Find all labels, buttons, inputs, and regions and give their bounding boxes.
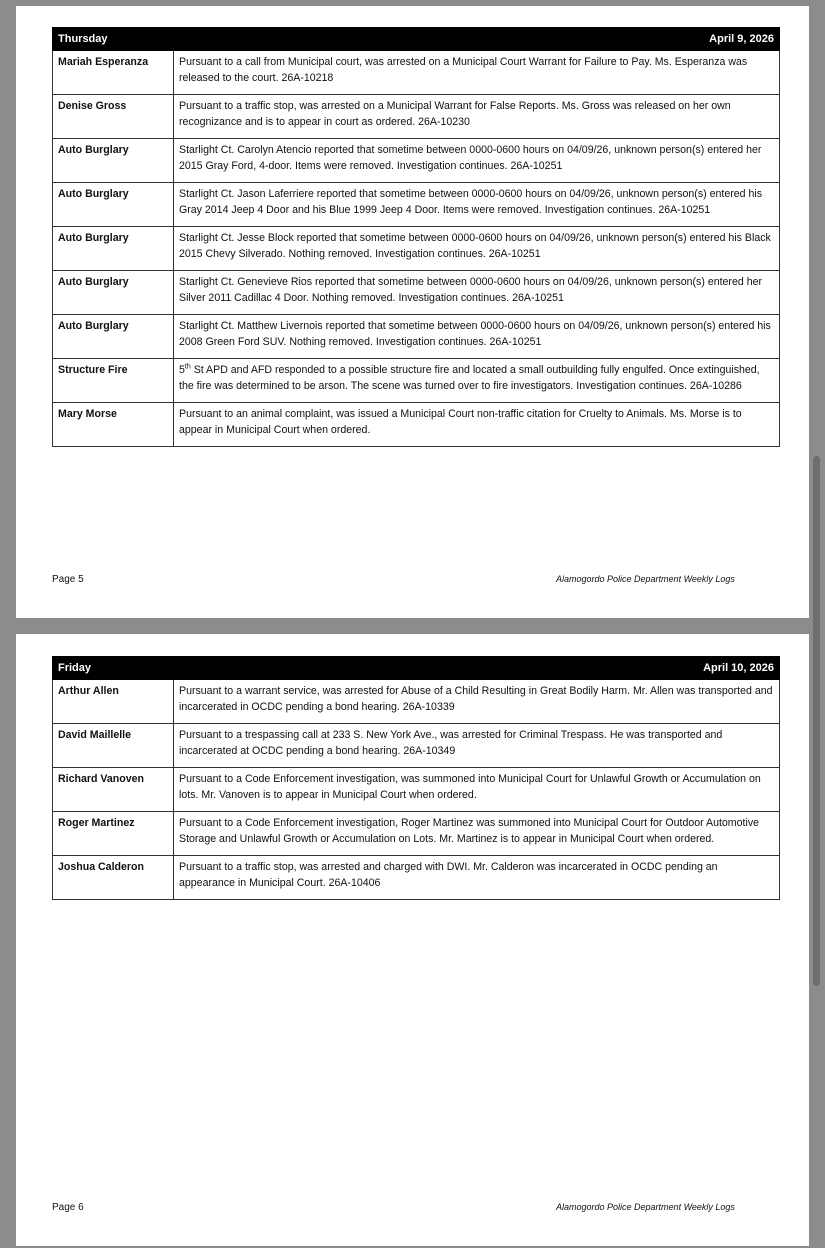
footer-title: Alamogordo Police Department Weekly Logs (556, 1202, 735, 1212)
table-header-row (53, 28, 780, 51)
entry-name: Roger Martinez (53, 812, 174, 856)
entry-text: Pursuant to a traffic stop, was arrested and charged with DWI. Mr. Calderon was incarcerated in OCDC pending an appearance in Municipal Court. 26A-10406 (174, 856, 780, 900)
entry-name: Mariah Esperanza (53, 51, 174, 95)
table-row (53, 680, 780, 724)
entry-name: Auto Burglary (53, 271, 174, 315)
entry-text-superscript: th (184, 363, 191, 371)
date-header: April 9, 2026 (174, 28, 780, 51)
table-row (53, 183, 780, 227)
table-row (53, 403, 780, 447)
entry-name: Denise Gross (53, 95, 174, 139)
footer-title: Alamogordo Police Department Weekly Logs (556, 574, 735, 584)
page-number: Page 6 (52, 1202, 84, 1213)
entry-name: Auto Burglary (53, 227, 174, 271)
table-row (53, 724, 780, 768)
entry-name: Mary Morse (53, 403, 174, 447)
thursday-log-table (52, 27, 780, 447)
table-row (53, 139, 780, 183)
table-row (53, 227, 780, 271)
entry-text-prefix: 5 (179, 364, 185, 376)
entry-name: Arthur Allen (53, 680, 174, 724)
entry-text: Pursuant to a warrant service, was arrested for Abuse of a Child Resulting in Great Bodily Harm. Mr. Allen was transported and incarcerated in OCDC pending a bond hearing. 26A-10339 (174, 680, 780, 724)
day-header: Friday (53, 657, 174, 680)
entry-text: Starlight Ct. Matthew Livernois reported that sometime between 0000-0600 hours on 04/09/26, unknown person(s) entered his 2008 Green Ford SUV. Nothing removed. Investigation continues. 26A-10251 (174, 315, 780, 359)
entry-name: Richard Vanoven (53, 768, 174, 812)
entry-text: Pursuant to an animal complaint, was issued a Municipal Court non-traffic citation for Cruelty to Animals. Ms. Morse is to appear in Municipal Court when ordered. (174, 403, 780, 447)
table-row (53, 271, 780, 315)
page-number: Page 5 (52, 574, 84, 585)
entry-text-body: St APD and AFD responded to a possible structure fire and located a small outbuilding fully engulfed. Once extinguished, the fire was determined to be arson. The scene was turned over to fire investigators. Investigation continues. 26A-10286 (179, 364, 760, 392)
entry-name: David Maillelle (53, 724, 174, 768)
entry-text: Starlight Ct. Genevieve Rios reported that sometime between 0000-0600 hours on 04/09/26, unknown person(s) entered her Silver 2011 Cadillac 4 Door. Nothing removed. Investigation continues. 26A-10251 (174, 271, 780, 315)
entry-name: Auto Burglary (53, 183, 174, 227)
table-row (53, 768, 780, 812)
table-row (53, 856, 780, 900)
vertical-scrollbar[interactable] (813, 456, 820, 986)
table-row (53, 315, 780, 359)
friday-log-table (52, 656, 780, 900)
entry-name: Structure Fire (53, 359, 174, 403)
table-row (53, 51, 780, 95)
entry-text: Pursuant to a traffic stop, was arrested on a Municipal Warrant for False Reports. Ms. Gross was released on her own recognizance and is to appear in court as ordered. 26A-10230 (174, 95, 780, 139)
entry-text: Pursuant to a Code Enforcement investigation, was summoned into Municipal Court for Unlawful Growth or Accumulation on lots. Mr. Vanoven is to appear in Municipal Court when ordered. (174, 768, 780, 812)
table-row (53, 359, 780, 403)
entry-name: Auto Burglary (53, 139, 174, 183)
entry-name: Joshua Calderon (53, 856, 174, 900)
table-header-row (53, 657, 780, 680)
document-page-5 (16, 6, 809, 618)
entry-text: Pursuant to a Code Enforcement investigation, Roger Martinez was summoned into Municipal Court for Outdoor Automotive Storage and Unlawful Growth or Accumulation on Lots. Mr. Martinez is to appear in Municipal Court when ordered. (174, 812, 780, 856)
table-row (53, 95, 780, 139)
entry-text: Pursuant to a call from Municipal court, was arrested on a Municipal Court Warrant for Failure to Pay. Ms. Esperanza was released to the court. 26A-10218 (174, 51, 780, 95)
entry-text: Pursuant to a trespassing call at 233 S. New York Ave., was arrested for Criminal Trespass. He was transported and incarcerated at OCDC pending a bond hearing. 26A-10349 (174, 724, 780, 768)
table-row (53, 812, 780, 856)
day-header: Thursday (53, 28, 174, 51)
date-header: April 10, 2026 (174, 657, 780, 680)
entry-text: Starlight Ct. Carolyn Atencio reported that sometime between 0000-0600 hours on 04/09/26, unknown person(s) entered her 2015 Gray Ford, 4-door. Items were removed. Investigation continues. 26A-10251 (174, 139, 780, 183)
document-page-6 (16, 634, 809, 1246)
entry-name: Auto Burglary (53, 315, 174, 359)
entry-text: Starlight Ct. Jesse Block reported that sometime between 0000-0600 hours on 04/09/26, unknown person(s) entered his Black 2015 Chevy Silverado. Nothing removed. Investigation continues. 26A-10251 (174, 227, 780, 271)
entry-text: Starlight Ct. Jason Laferriere reported that sometime between 0000-0600 hours on 04/09/26, unknown person(s) entered his Gray 2014 Jeep 4 Door and his Blue 1999 Jeep 4 Door. Items were removed. Investigation continues. 26A-10251 (174, 183, 780, 227)
entry-text (174, 359, 780, 403)
